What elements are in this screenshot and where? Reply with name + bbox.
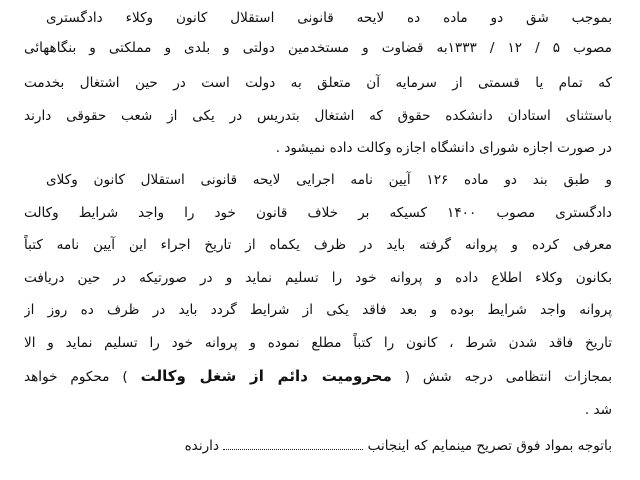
penalty-prefix: بمجازات انتظامی درجه شش (	[404, 369, 612, 385]
paragraph1-line-5: در صورت اجازه شورای دانشگاه اجازه وکالت داده نمیشود .	[275, 140, 612, 156]
paragraph1-line-4: باستثنای استادان دانشکده حقوق که اشتغال بتدریس در یکی از شعب حقوقی دارند	[24, 108, 612, 124]
paragraph2-line-6: تاریخ فاقد شدن شرط ، کانون را کتباً مطلع نموده و پروانه خود را تسلیم نماید و الا	[24, 335, 612, 351]
paragraph2-line-4: بکانون وکلاء اطلاع داده و پروانه خود را تسلیم نماید و در صورتیکه در حین دریافت	[24, 270, 612, 286]
paragraph1-line-3: که تمام یا قسمتی از سرمایه آن متعلق به دولت است در حین اشتغال بخدمت	[24, 75, 612, 91]
paragraph1-line-2: مصوب ۵ / ۱۲ / ۱۳۳۳به قضاوت و مستخدمین دولتی و بلدی و مملکتی و بنگاههائی	[24, 40, 612, 56]
declaration-line	[46, 436, 612, 456]
paragraph2-line-2: دادگستری مصوب ۱۴۰۰ کسیکه بر خلاف قانون خود را واجد شرایط وکالت	[24, 205, 612, 221]
penalty-line	[24, 366, 612, 387]
paragraph2-last-word: شد .	[584, 402, 612, 418]
paragraph1-line-1: بموجب شق دو ماده ده لایحه قانونی استقلال کانون وکلاء دادگستری	[46, 10, 612, 26]
paragraph2-line-5: پروانه واجد شرایط بوده و بعد فاقد یکی از شرایط گردد باید در ظرف ده روز از	[24, 302, 612, 318]
name-blank	[223, 437, 363, 450]
paragraph2-line-1: و طبق بند دو ماده ۱۲۶ آیین نامه اجرایی لایحه قانونی استقلال کانون وکلای	[46, 172, 612, 188]
penalty-suffix: ) محکوم خواهد	[24, 369, 128, 385]
paragraph2-line-3: معرفی کرده و پروانه گرفته باید در ظرف یکماه از تاریخ اجراء این آیین نامه کتباً	[24, 237, 612, 253]
declaration-prefix: باتوجه بمواد فوق تصریح مینمایم که اینجانب	[367, 438, 612, 454]
declaration-suffix: دارنده	[184, 438, 219, 454]
penalty-bold-text: محرومیت دائم از شغل وکالت	[140, 367, 392, 385]
